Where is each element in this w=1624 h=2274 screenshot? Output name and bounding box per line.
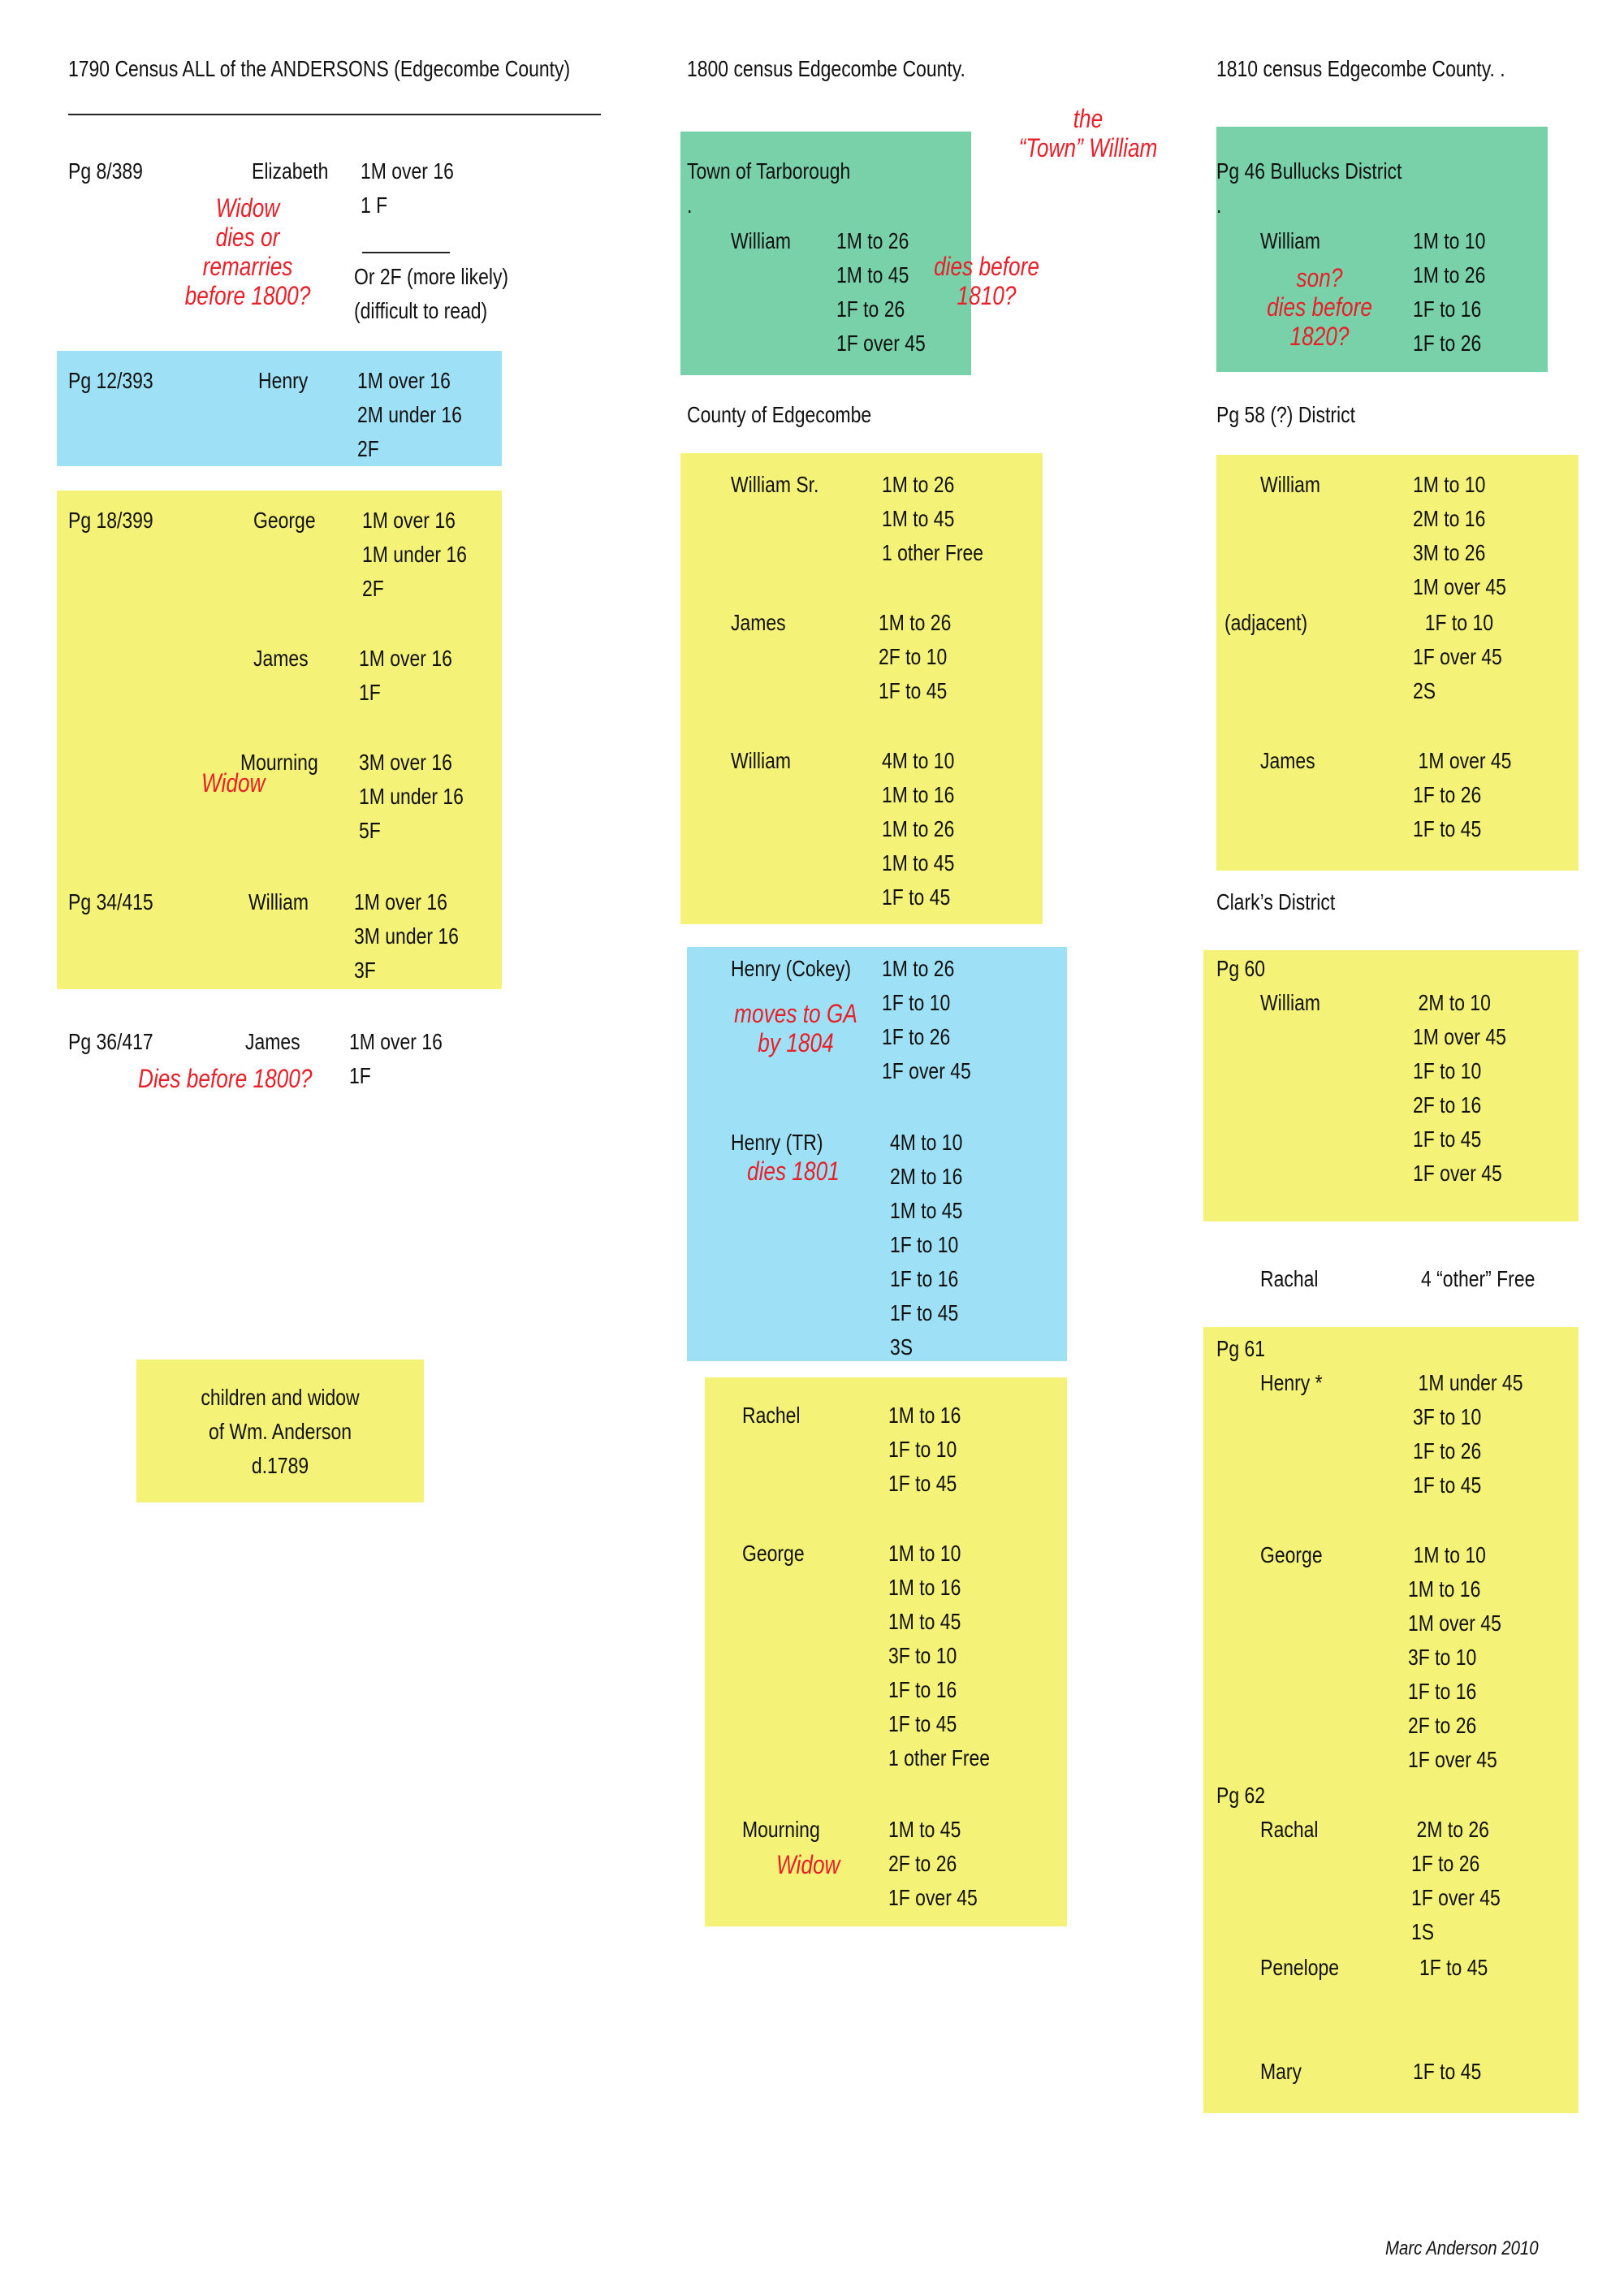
annotation-note: son? dies before 1820?	[1267, 263, 1372, 351]
census-value: 4 “other” Free	[1421, 1266, 1535, 1291]
person-name: George	[253, 508, 316, 533]
census-value: 1M over 45	[1408, 1610, 1501, 1636]
census-value: 1F to 26	[1413, 331, 1482, 356]
census-values	[349, 1025, 463, 1093]
census-value: 1M to 45	[890, 1198, 963, 1223]
census-value: 3M over 16	[359, 750, 452, 775]
census-value: 1M to 16	[888, 1575, 961, 1600]
person-name: James	[245, 1029, 300, 1054]
page-ref: Pg 34/415	[68, 889, 153, 914]
census-value: 1F to 10	[1413, 1058, 1482, 1083]
census-value: 1M under 45	[1418, 1370, 1523, 1395]
census-value: 1F	[359, 680, 381, 705]
census-value: 1F to 45	[890, 1300, 959, 1325]
person-name: Mourning	[742, 1817, 820, 1842]
district-title: Town of Tarborough	[687, 158, 851, 184]
census-value: 1F over 45	[882, 1058, 971, 1083]
census-value: 1F to 45	[1419, 1955, 1488, 1980]
census-values	[1408, 1538, 1522, 1777]
person-name: George	[742, 1541, 805, 1566]
annotation-note: the “Town” William	[1018, 104, 1158, 162]
census-value: 1M to 26	[836, 228, 909, 253]
census-value: 1F to 26	[836, 296, 905, 322]
census-value: 1M over 16	[357, 368, 451, 393]
census-value: 1F to 45	[1413, 1126, 1482, 1152]
census-value: 2M to 26	[1416, 1817, 1489, 1842]
census-value: 1F to 45	[1413, 816, 1482, 841]
census-value: 1F to 45	[1413, 1472, 1482, 1498]
census-value: 3F to 10	[888, 1643, 957, 1668]
census-value: 1M to 10	[888, 1541, 961, 1566]
census-value: 1F to 45	[888, 1471, 957, 1496]
person-name: Henry (Cokey)	[731, 956, 851, 981]
dot-mark: .	[1216, 192, 1222, 218]
census-values	[890, 1126, 978, 1364]
census-value: 3M under 16	[354, 923, 459, 949]
census-value: 1M to 26	[1413, 262, 1486, 287]
census-value: 1F to 16	[890, 1266, 959, 1291]
census-values	[882, 744, 970, 914]
census-value: 2S	[1413, 678, 1436, 703]
census-values	[1413, 606, 1522, 708]
legend-text	[136, 1381, 424, 1483]
census-value: 1F over 45	[836, 331, 926, 356]
census-value: 1M to 16	[1408, 1576, 1481, 1602]
annotation-note: dies before 1810?	[934, 252, 1039, 310]
census-value: 1F to 26	[882, 1024, 951, 1049]
census-value: 1 other Free	[888, 1745, 991, 1770]
person-name: George	[1260, 1542, 1323, 1567]
census-value: 1F over 45	[1408, 1747, 1497, 1772]
district-title: Pg 46 Bullucks District	[1216, 158, 1402, 184]
legend-line: children and widow	[201, 1385, 360, 1410]
author-signature: Marc Anderson 2010	[1385, 2237, 1539, 2259]
census-value: 1M under 16	[362, 542, 467, 567]
annotation-note: Widow	[201, 768, 266, 798]
census-value: 2M to 16	[890, 1164, 963, 1189]
census-value: 1F to 16	[1408, 1679, 1477, 1704]
census-value: 1M to 16	[888, 1403, 961, 1428]
census-values	[888, 1399, 977, 1501]
census-value: 4M to 10	[882, 748, 955, 773]
census-value: 3F	[354, 958, 376, 983]
census-value: 1M over 16	[359, 646, 452, 671]
person-name: Mary	[1260, 2059, 1302, 2084]
census-value: 1F to 26	[1411, 1851, 1480, 1876]
census-value: 2F to 10	[879, 644, 948, 669]
alt-reading: Or 2F (more likely)	[354, 264, 509, 289]
census-values	[879, 606, 967, 708]
census-value: 3F to 10	[1413, 1404, 1482, 1429]
underline	[362, 252, 450, 253]
census-value: 1M to 26	[882, 472, 955, 497]
census-value: 2M under 16	[357, 402, 462, 427]
person-name: William	[248, 889, 309, 914]
page-ref: Pg 12/393	[68, 368, 153, 393]
census-value: 2F	[357, 436, 379, 461]
census-value: 1F to 10	[882, 990, 951, 1015]
annotation-note: Dies before 1800?	[138, 1064, 313, 1093]
census-value: 1M over 45	[1413, 1024, 1506, 1049]
person-name: Henry (TR)	[731, 1130, 823, 1155]
header-1810: 1810 census Edgecombe County. .	[1216, 56, 1505, 81]
person-name: Henry	[258, 368, 309, 393]
census-values	[1411, 1813, 1520, 1949]
census-value: 1F to 16	[888, 1677, 957, 1702]
census-value: 3M to 26	[1413, 540, 1486, 565]
census-value: 1M to 45	[882, 506, 955, 531]
census-value: 1F to 16	[1413, 296, 1482, 322]
census-value: 3F to 10	[1408, 1645, 1477, 1670]
census-value: 2M to 10	[1418, 990, 1491, 1015]
census-value: 1M to 16	[882, 782, 955, 807]
person-name: James	[253, 646, 309, 671]
census-value: 2F to 16	[1413, 1092, 1482, 1118]
census-value: 5F	[359, 818, 381, 843]
census-value: 1 F	[361, 192, 388, 218]
census-value: 1M to 26	[882, 956, 955, 981]
census-value: 2M to 16	[1413, 506, 1486, 531]
census-value: 1M over 16	[361, 158, 454, 184]
census-values	[1413, 744, 1533, 846]
person-name: (adjacent)	[1224, 610, 1308, 635]
person-name: William	[1260, 472, 1320, 497]
annotation-note: Widow	[776, 1850, 840, 1879]
census-values	[882, 952, 991, 1088]
census-value: 2F	[362, 576, 384, 601]
alt-reading-note: (difficult to read)	[354, 298, 488, 323]
census-value: 3S	[890, 1334, 914, 1360]
census-value: 1F to 45	[888, 1711, 957, 1736]
census-value: 1F to 45	[1413, 2059, 1482, 2084]
person-name: Rachel	[742, 1403, 801, 1428]
census-value: 1M under 16	[359, 784, 464, 809]
person-name: Penelope	[1260, 1955, 1340, 1980]
census-value: 1S	[1411, 1919, 1435, 1944]
person-name: William	[731, 228, 791, 253]
person-name: Elizabeth	[252, 158, 329, 184]
person-name: Mourning	[240, 750, 318, 775]
census-value: 1M over 16	[349, 1029, 443, 1054]
census-values	[361, 154, 474, 223]
census-value: 1M to 10	[1413, 472, 1486, 497]
census-values	[359, 642, 473, 710]
district-title: County of Edgecombe	[687, 402, 872, 427]
census-value: 1F to 10	[888, 1437, 957, 1462]
dot-mark: .	[687, 192, 693, 218]
census-value: 2F to 26	[1408, 1713, 1477, 1738]
page-ref: Pg 61	[1216, 1336, 1266, 1361]
census-values	[1413, 468, 1527, 604]
census-value: 1M to 26	[879, 610, 952, 635]
census-value: 1M to 45	[882, 850, 955, 875]
person-name: James	[731, 610, 786, 635]
legend-line: of Wm. Anderson	[208, 1419, 352, 1444]
district-title: Pg 58 (?) District	[1216, 402, 1355, 427]
page-ref: Pg 8/389	[68, 158, 143, 184]
person-name: Rachal	[1260, 1817, 1319, 1842]
person-name: William Sr.	[731, 472, 819, 497]
census-value: 1M over 16	[362, 508, 456, 533]
census-values	[1413, 224, 1501, 361]
census-value: 1F over 45	[1411, 1885, 1501, 1910]
census-values	[354, 885, 482, 988]
census-values	[357, 364, 485, 466]
census-value: 1F over 45	[888, 1885, 978, 1910]
page-ref: Pg 36/417	[68, 1029, 153, 1054]
census-value: 1M over 45	[1418, 748, 1512, 773]
person-name: Rachal	[1260, 1266, 1319, 1291]
census-value: 1M to 45	[836, 262, 909, 287]
census-values	[888, 1813, 997, 1915]
header-divider	[68, 114, 601, 115]
census-value: 1F to 10	[890, 1232, 959, 1257]
person-name: Henry *	[1260, 1370, 1323, 1395]
census-values	[362, 504, 490, 606]
legend-line: d.1789	[251, 1453, 309, 1478]
header-1800: 1800 census Edgecombe County.	[687, 56, 965, 81]
census-value: 1F	[349, 1063, 371, 1088]
census-value: 2F to 26	[888, 1851, 957, 1876]
census-value: 1 other Free	[882, 540, 984, 565]
person-name: William	[1260, 228, 1320, 253]
census-value: 1F over 45	[1413, 644, 1502, 669]
page-ref: Pg 18/399	[68, 508, 153, 533]
page-ref: Pg 60	[1216, 956, 1266, 981]
census-value: 1F to 45	[879, 678, 948, 703]
census-value: 1M over 16	[354, 889, 447, 914]
census-value: 1M to 45	[888, 1609, 961, 1634]
census-values	[882, 468, 1006, 570]
census-value: 1M to 26	[882, 816, 955, 841]
person-name: William	[731, 748, 791, 773]
census-value: 1F to 26	[1413, 782, 1482, 807]
annotation-note: dies 1801	[747, 1156, 840, 1186]
census-value: 1M to 10	[1413, 1542, 1486, 1567]
annotation-note: Widow dies or remarries before 1800?	[184, 193, 311, 310]
census-values	[888, 1537, 1013, 1775]
census-value: 1M to 10	[1413, 228, 1486, 253]
census-value: 1M to 45	[888, 1817, 961, 1842]
header-1790: 1790 Census ALL of the ANDERSONS (Edgecombe County)	[68, 56, 571, 81]
annotation-note: moves to GA by 1804	[734, 999, 857, 1057]
census-value: 4M to 10	[890, 1130, 963, 1155]
person-name: James	[1260, 748, 1315, 773]
census-values	[1413, 1366, 1547, 1502]
census-value: 1M over 45	[1413, 574, 1506, 599]
census-value: 1F to 26	[1413, 1438, 1482, 1463]
census-value: 1F over 45	[1413, 1161, 1502, 1186]
person-name: William	[1260, 990, 1320, 1015]
census-value: 1F to 45	[882, 884, 951, 910]
census-values	[359, 746, 486, 848]
district-title: Clark’s District	[1216, 889, 1336, 914]
page-ref: Pg 62	[1216, 1783, 1266, 1808]
census-values	[1413, 986, 1527, 1191]
census-value: 1F to 10	[1424, 610, 1494, 635]
